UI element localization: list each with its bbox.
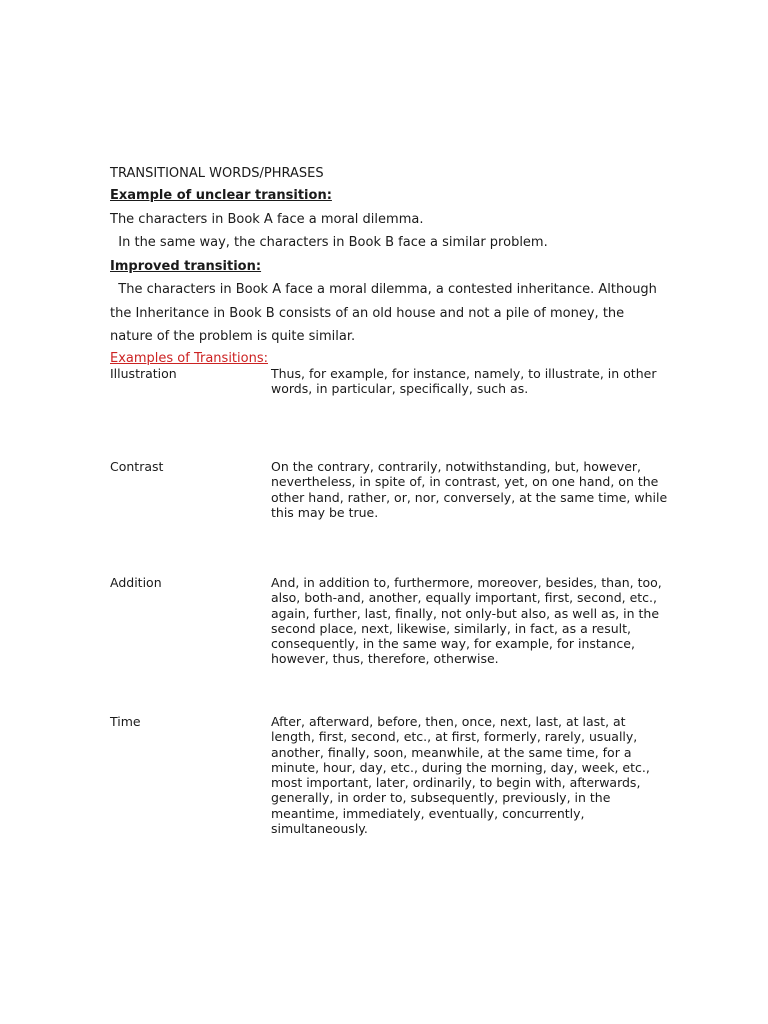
unclear-example-line-1: The characters in Book A face a moral dilemma. (110, 212, 424, 227)
transition-term: Illustration (110, 366, 177, 381)
improved-transition-paragraph: The characters in Book A face a moral dilemma, a contested inheritance. Although the Inheritance in Book B consists of an old house and not a pile of money, the nature of the problem is quite similar. (110, 282, 662, 344)
unclear-example-line-2: In the same way, the characters in Book B face a similar problem. (110, 235, 548, 250)
transition-term: Time (110, 714, 141, 729)
transition-words: Thus, for example, for instance, namely, to illustrate, in other words, in particular, specifically, such as. (271, 366, 657, 397)
transition-words: And, in addition to, furthermore, moreover, besides, than, too, also, both-and, another, equally important, first, second, etc., again, further, last, finally, not only-but also, as well as, in the second place, next, likewise, similarly, in fact, as a result, consequently, in the same way, for example, for instance, however, thus, therefore, otherwise. (271, 575, 662, 667)
transition-term: Contrast (110, 459, 164, 474)
examples-of-transitions-label: Examples of Transitions: (110, 351, 268, 366)
transition-words: After, afterward, before, then, once, next, last, at last, at length, first, second, etc., at first, formerly, rarely, usually, another, finally, soon, meanwhile, at the same time, for a minute, hour, day, etc., during the morning, day, week, etc., most important, later, ordinarily, to begin with, afterwards, generally, in order to, subsequently, previously, in the meantime, immediately, eventually, concurrently, simultaneously. (271, 714, 650, 837)
unclear-transition-heading: Example of unclear transition: (110, 188, 332, 203)
document-title: TRANSITIONAL WORDS/PHRASES (110, 166, 324, 181)
transition-words: On the contrary, contrarily, notwithstanding, but, however, nevertheless, in spite of, in contrast, yet, on one hand, on the other hand, rather, or, nor, conversely, at the same time, while this may be true. (271, 459, 668, 520)
transition-term: Addition (110, 575, 162, 590)
improved-transition-heading: Improved transition: (110, 259, 262, 274)
